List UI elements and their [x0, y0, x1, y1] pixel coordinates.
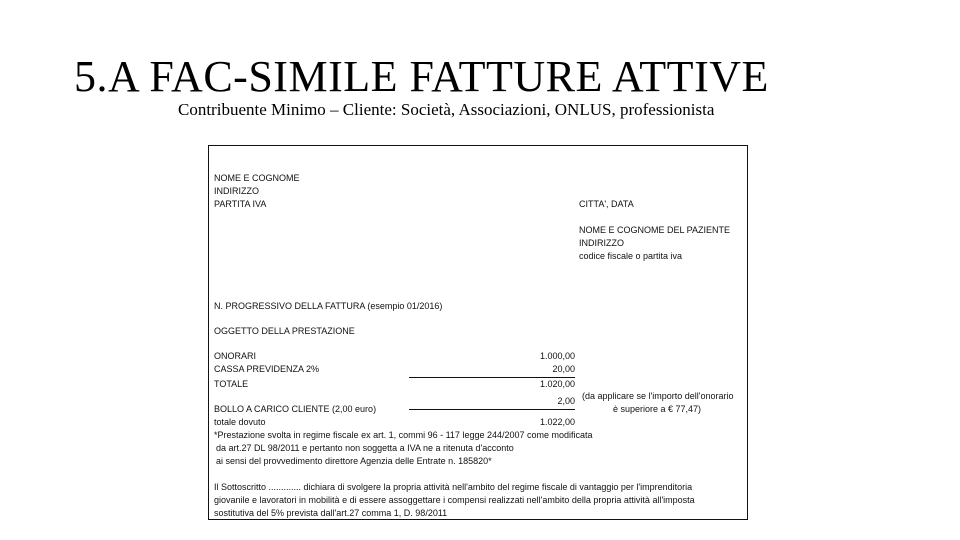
regime-note-line-2: da art.27 DL 98/2011 e pertanto non soggetta a IVA ne a ritenuta d'acconto [216, 443, 514, 453]
client-tax-id: codice fiscale o partita iva [579, 251, 683, 261]
due-rule [409, 409, 575, 410]
stamp-label: BOLLO A CARICO CLIENTE (2,00 euro) [214, 404, 377, 414]
stamp-value: 2,00 [557, 396, 575, 406]
stamp-note-1: (da applicare se l'importo dell'onorario [582, 391, 734, 401]
subject-label: OGGETTO DELLA PRESTAZIONE [214, 326, 355, 336]
fee-value: 1.000,00 [539, 351, 575, 361]
total-value: 1.020,00 [539, 379, 575, 389]
declaration-line-1: Il Sottoscritto ............. dichiara di svolgere la propria attività nell'ambito del regime fiscale di vantaggio per l'imprenditoria [214, 482, 693, 492]
due-label: totale dovuto [214, 417, 266, 427]
city-date: CITTA', DATA [579, 199, 634, 209]
total-label: TOTALE [214, 379, 249, 389]
fee-label: ONORARI [214, 351, 257, 361]
total-rule [409, 377, 575, 378]
declaration-line-3: sostitutiva del 5% prevista dall'art.27 comma 1, D. 98/2011 [214, 508, 448, 518]
client-address: INDIRIZZO [579, 238, 624, 248]
stamp-note-2: è superiore a € 77,47) [613, 404, 702, 414]
issuer-address: INDIRIZZO [214, 186, 259, 196]
invoice-facsimile [208, 145, 748, 520]
declaration-line-2: giovanile e lavoratori in mobilità e di essere assoggettare i compensi realizzati nell'ambito della propria attività all'imposta [214, 495, 695, 505]
issuer-vat: PARTITA IVA [214, 199, 267, 209]
fund-value: 20,00 [552, 364, 575, 374]
client-name: NOME E COGNOME DEL PAZIENTE [579, 225, 731, 235]
regime-note-line-1: *Prestazione svolta in regime fiscale ex art. 1, commi 96 - 117 legge 244/2007 come modificata [214, 430, 593, 440]
regime-note-line-3: ai sensi del provvedimento direttore Agenzia delle Entrate n. 185820* [216, 456, 492, 466]
fund-label: CASSA PREVIDENZA 2% [214, 364, 320, 374]
due-value: 1.022,00 [539, 417, 575, 427]
invoice-number: N. PROGRESSIVO DELLA FATTURA (esempio 01/2016) [214, 301, 443, 311]
issuer-name: NOME E COGNOME [214, 173, 300, 183]
slide-subtitle: Contribuente Minimo – Cliente: Società, Associazioni, ONLUS, professionista [178, 100, 715, 119]
slide-title: 5.A FAC-SIMILE FATTURE ATTIVE [74, 52, 769, 101]
